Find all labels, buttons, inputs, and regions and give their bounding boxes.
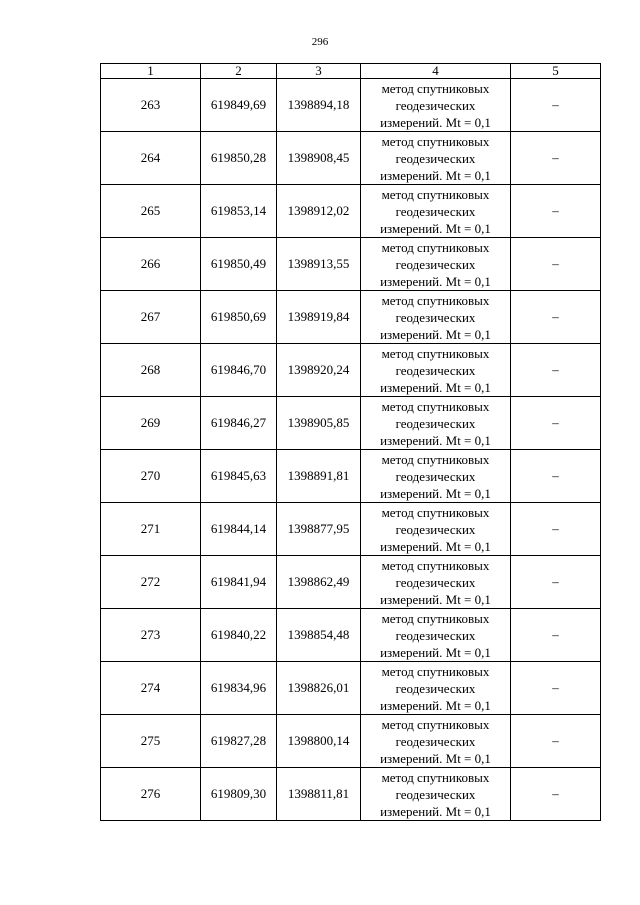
method-text-line: геодезических [395, 150, 476, 166]
table-row [101, 450, 601, 503]
header-col-1: 1 [101, 64, 201, 79]
method-cell [361, 185, 511, 238]
col5-dash-cell: – [511, 609, 601, 662]
method-text-line: метод спутниковых [381, 80, 490, 96]
y-coordinate-cell: 1398894,18 [277, 79, 361, 132]
y-coordinate-cell: 1398862,49 [277, 556, 361, 609]
method-text-line: метод спутниковых [381, 133, 490, 149]
table-row [101, 344, 601, 397]
col5-dash-cell: – [511, 397, 601, 450]
point-number-cell: 272 [101, 556, 201, 609]
y-coordinate-cell: 1398919,84 [277, 291, 361, 344]
method-text-line: геодезических [395, 468, 476, 484]
method-text-line: измерений. Mt = 0,1 [380, 803, 491, 819]
table-body [101, 79, 601, 821]
method-text-line: геодезических [395, 203, 476, 219]
method-text-line: геодезических [395, 786, 476, 802]
method-text-line: измерений. Mt = 0,1 [380, 697, 491, 713]
method-text-line: геодезических [395, 521, 476, 537]
x-coordinate-cell: 619845,63 [201, 450, 277, 503]
method-text-line: метод спутниковых [381, 769, 490, 785]
method-cell [361, 768, 511, 821]
y-coordinate-cell: 1398891,81 [277, 450, 361, 503]
y-coordinate-cell: 1398905,85 [277, 397, 361, 450]
method-text-line: измерений. Mt = 0,1 [380, 591, 491, 607]
y-coordinate-cell: 1398908,45 [277, 132, 361, 185]
x-coordinate-cell: 619841,94 [201, 556, 277, 609]
point-number-cell: 266 [101, 238, 201, 291]
x-coordinate-cell: 619853,14 [201, 185, 277, 238]
table-row [101, 132, 601, 185]
table-row [101, 238, 601, 291]
x-coordinate-cell: 619840,22 [201, 609, 277, 662]
method-text-line: геодезических [395, 415, 476, 431]
method-cell [361, 291, 511, 344]
coordinates-table [100, 63, 601, 821]
header-col-4: 4 [361, 64, 511, 79]
method-cell [361, 238, 511, 291]
x-coordinate-cell: 619850,69 [201, 291, 277, 344]
col5-dash-cell: – [511, 291, 601, 344]
point-number-cell: 265 [101, 185, 201, 238]
point-number-cell: 267 [101, 291, 201, 344]
y-coordinate-cell: 1398920,24 [277, 344, 361, 397]
method-text-line: метод спутниковых [381, 186, 490, 202]
method-cell [361, 132, 511, 185]
method-text-line: геодезических [395, 362, 476, 378]
method-cell [361, 450, 511, 503]
x-coordinate-cell: 619834,96 [201, 662, 277, 715]
method-text-line: геодезических [395, 733, 476, 749]
table-row [101, 715, 601, 768]
x-coordinate-cell: 619850,49 [201, 238, 277, 291]
col5-dash-cell: – [511, 238, 601, 291]
x-coordinate-cell: 619827,28 [201, 715, 277, 768]
col5-dash-cell: – [511, 662, 601, 715]
method-text-line: метод спутниковых [381, 451, 490, 467]
col5-dash-cell: – [511, 768, 601, 821]
method-cell [361, 397, 511, 450]
method-text-line: метод спутниковых [381, 398, 490, 414]
col5-dash-cell: – [511, 132, 601, 185]
col5-dash-cell: – [511, 503, 601, 556]
method-text-line: метод спутниковых [381, 292, 490, 308]
y-coordinate-cell: 1398826,01 [277, 662, 361, 715]
col5-dash-cell: – [511, 344, 601, 397]
method-text-line: измерений. Mt = 0,1 [380, 432, 491, 448]
y-coordinate-cell: 1398913,55 [277, 238, 361, 291]
table-row [101, 79, 601, 132]
point-number-cell: 264 [101, 132, 201, 185]
method-text-line: измерений. Mt = 0,1 [380, 326, 491, 342]
point-number-cell: 270 [101, 450, 201, 503]
method-text-line: метод спутниковых [381, 504, 490, 520]
col5-dash-cell: – [511, 715, 601, 768]
table-row [101, 768, 601, 821]
x-coordinate-cell: 619846,70 [201, 344, 277, 397]
method-text-line: измерений. Mt = 0,1 [380, 750, 491, 766]
method-text-line: измерений. Mt = 0,1 [380, 379, 491, 395]
method-text-line: метод спутниковых [381, 716, 490, 732]
method-text-line: геодезических [395, 627, 476, 643]
point-number-cell: 268 [101, 344, 201, 397]
y-coordinate-cell: 1398854,48 [277, 609, 361, 662]
point-number-cell: 263 [101, 79, 201, 132]
method-cell [361, 344, 511, 397]
y-coordinate-cell: 1398877,95 [277, 503, 361, 556]
page-number: 296 [311, 36, 329, 48]
table-row [101, 185, 601, 238]
x-coordinate-cell: 619849,69 [201, 79, 277, 132]
header-col-3: 3 [277, 64, 361, 79]
header-col-5: 5 [511, 64, 601, 79]
y-coordinate-cell: 1398912,02 [277, 185, 361, 238]
method-text-line: метод спутниковых [381, 663, 490, 679]
method-cell [361, 556, 511, 609]
point-number-cell: 276 [101, 768, 201, 821]
header-col-2: 2 [201, 64, 277, 79]
col5-dash-cell: – [511, 450, 601, 503]
method-text-line: измерений. Mt = 0,1 [380, 538, 491, 554]
col5-dash-cell: – [511, 185, 601, 238]
table-row [101, 503, 601, 556]
method-cell [361, 715, 511, 768]
table-row [101, 556, 601, 609]
method-cell [361, 609, 511, 662]
x-coordinate-cell: 619850,28 [201, 132, 277, 185]
point-number-cell: 275 [101, 715, 201, 768]
y-coordinate-cell: 1398800,14 [277, 715, 361, 768]
table-row [101, 662, 601, 715]
x-coordinate-cell: 619809,30 [201, 768, 277, 821]
method-cell [361, 662, 511, 715]
y-coordinate-cell: 1398811,81 [277, 768, 361, 821]
method-text-line: измерений. Mt = 0,1 [380, 114, 491, 130]
method-cell [361, 79, 511, 132]
col5-dash-cell: – [511, 79, 601, 132]
method-text-line: геодезических [395, 309, 476, 325]
method-text-line: геодезических [395, 97, 476, 113]
method-text-line: геодезических [395, 680, 476, 696]
table-header-row [101, 64, 601, 79]
method-cell [361, 503, 511, 556]
method-text-line: метод спутниковых [381, 610, 490, 626]
point-number-cell: 273 [101, 609, 201, 662]
method-text-line: измерений. Mt = 0,1 [380, 273, 491, 289]
method-text-line: измерений. Mt = 0,1 [380, 644, 491, 660]
point-number-cell: 269 [101, 397, 201, 450]
point-number-cell: 271 [101, 503, 201, 556]
col5-dash-cell: – [511, 556, 601, 609]
x-coordinate-cell: 619844,14 [201, 503, 277, 556]
method-text-line: измерений. Mt = 0,1 [380, 167, 491, 183]
table-row [101, 609, 601, 662]
method-text-line: измерений. Mt = 0,1 [380, 220, 491, 236]
x-coordinate-cell: 619846,27 [201, 397, 277, 450]
method-text-line: метод спутниковых [381, 345, 490, 361]
table-row [101, 291, 601, 344]
method-text-line: геодезических [395, 574, 476, 590]
table-row [101, 397, 601, 450]
method-text-line: измерений. Mt = 0,1 [380, 485, 491, 501]
point-number-cell: 274 [101, 662, 201, 715]
method-text-line: метод спутниковых [381, 239, 490, 255]
method-text-line: метод спутниковых [381, 557, 490, 573]
method-text-line: геодезических [395, 256, 476, 272]
